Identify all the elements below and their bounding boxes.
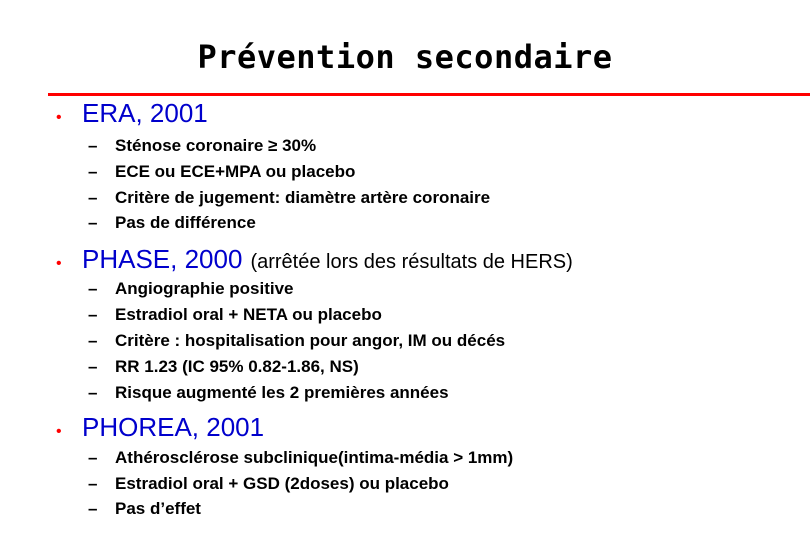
list-item bbox=[88, 188, 490, 208]
dash-marker: – bbox=[88, 448, 98, 467]
list-item bbox=[88, 136, 316, 156]
dash-marker: – bbox=[88, 162, 98, 181]
section-heading: PHASE, 2000 bbox=[82, 244, 243, 274]
bullet-dot: • bbox=[56, 423, 62, 440]
section-phase-bullet bbox=[56, 244, 573, 275]
dash-marker: – bbox=[88, 357, 98, 376]
dash-marker: – bbox=[88, 136, 98, 155]
list-item bbox=[88, 305, 382, 325]
list-item bbox=[88, 499, 201, 519]
list-item-text: Pas d’effet bbox=[115, 499, 201, 518]
section-era-bullet bbox=[56, 98, 208, 129]
dash-marker: – bbox=[88, 474, 98, 493]
section-note: (arrêtée lors des résultats de HERS) bbox=[250, 251, 573, 273]
list-item-text: Athérosclérose subclinique(intima-média > 1mm) bbox=[115, 448, 514, 467]
list-item-text: RR 1.23 (IC 95% 0.82-1.86, NS) bbox=[115, 357, 359, 376]
slide-title: Prévention secondaire bbox=[197, 38, 613, 76]
list-item-text: Angiographie positive bbox=[115, 279, 294, 298]
section-heading: ERA, 2001 bbox=[82, 98, 208, 128]
list-item bbox=[88, 383, 449, 403]
list-item-text: Risque augmenté les 2 premières années bbox=[115, 383, 449, 402]
list-item bbox=[88, 162, 355, 182]
list-item bbox=[88, 448, 513, 468]
dash-marker: – bbox=[88, 305, 98, 324]
bullet-dot: • bbox=[56, 109, 62, 126]
list-item-text: Critère de jugement: diamètre artère coronaire bbox=[115, 188, 491, 207]
list-item-text: Critère : hospitalisation pour angor, IM ou décés bbox=[115, 331, 506, 350]
list-item bbox=[88, 357, 359, 377]
dash-marker: – bbox=[88, 213, 98, 232]
list-item bbox=[88, 331, 505, 351]
dash-marker: – bbox=[88, 499, 98, 518]
list-item bbox=[88, 279, 294, 299]
list-item bbox=[88, 474, 449, 494]
list-item bbox=[88, 213, 256, 233]
section-phorea-bullet bbox=[56, 412, 264, 443]
dash-marker: – bbox=[88, 383, 98, 402]
list-item-text: Sténose coronaire ≥ 30% bbox=[115, 136, 317, 155]
title-divider bbox=[48, 93, 810, 96]
list-item-text: ECE ou ECE+MPA ou placebo bbox=[115, 162, 356, 181]
dash-marker: – bbox=[88, 279, 98, 298]
list-item-text: Pas de différence bbox=[115, 213, 256, 232]
list-item-text: Estradiol oral + NETA ou placebo bbox=[115, 305, 382, 324]
dash-marker: – bbox=[88, 188, 98, 207]
section-heading: PHOREA, 2001 bbox=[82, 412, 265, 442]
dash-marker: – bbox=[88, 331, 98, 350]
bullet-dot: • bbox=[56, 255, 62, 272]
list-item-text: Estradiol oral + GSD (2doses) ou placebo bbox=[115, 474, 449, 493]
